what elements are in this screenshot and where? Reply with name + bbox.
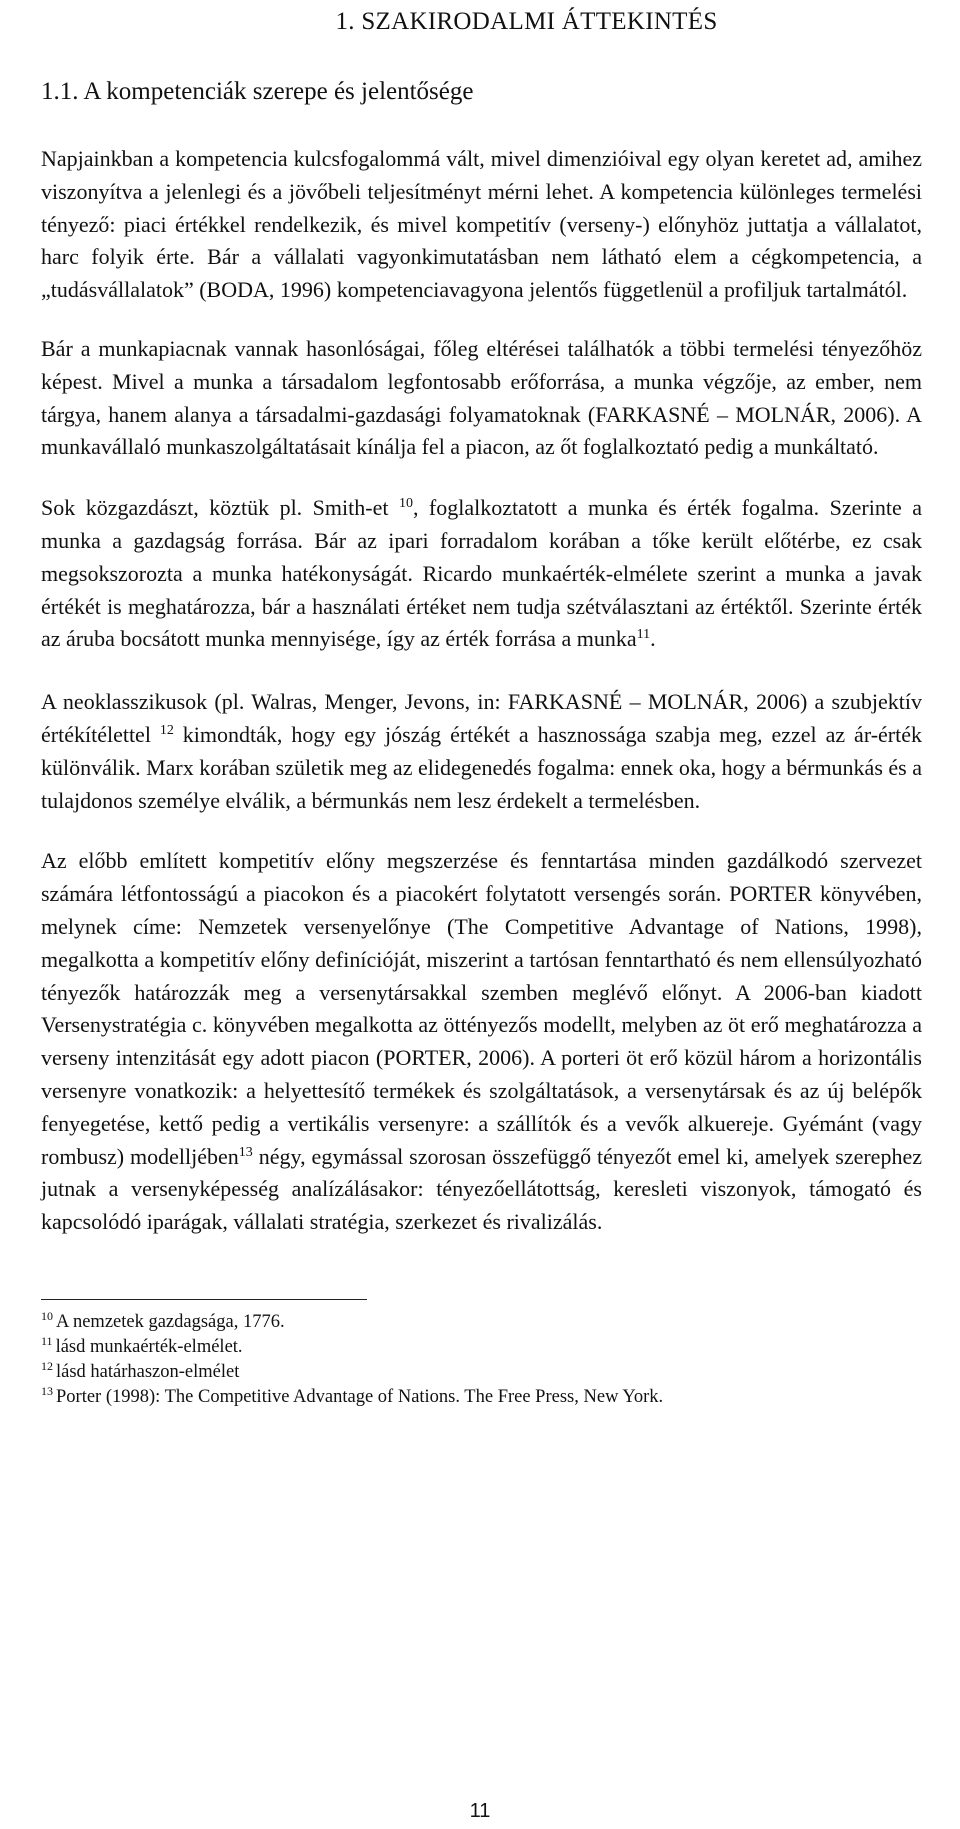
footnote-text: lásd határhaszon-elmélet [56, 1361, 240, 1382]
footnote-text: lásd munkaérték-elmélet. [55, 1336, 243, 1357]
section-title: 1.1. A kompetenciák szerepe és jelentősége [41, 78, 474, 105]
paragraph-5 [41, 845, 922, 1239]
footnote-text: Porter (1998): The Competitive Advantage of Nations. The Free Press, New York. [56, 1386, 664, 1407]
footnote-ref-12: 12 [159, 722, 174, 738]
paragraph-2: Bár a munkapiacnak vannak hasonlóságai, főleg eltérései találhatók a többi termelési tényezőhöz képest. Mivel a munka a társadalom legfontosabb erőforrása, a munka végzője, az ember, nem tárgya, hanem alanya a társadalmi-gazdasági folyamatoknak (FARKASNÉ – MOLNÁR, 2006). A munkavállaló munkaszolgáltatásait kínálja fel a piacon, az őt foglalkoztató pedig a munkáltató. [41, 335, 922, 460]
chapter-title: 1. SZAKIRODALMI ÁTTEKINTÉS [335, 8, 718, 35]
footnotes [41, 1310, 922, 1410]
page-number: 11 [469, 1800, 491, 1822]
paragraph-3-text-b: , foglalkoztatott a munka és érték fogalma. Szerinte a munka a gazdagság forrása. Bár az ipari forradalom korában a tőke került előtérbe, ez csak megsokszorozta a munka hatékonyságát. Ricardo munkaérték-elmélete szerint a munka a javak értékét is meghatározza, bár a használati értéket nem tudja szétválasztani az értéktől. Szerinte érték az áruba bocsátott munka mennyisége, így az érték forrása a munka [41, 495, 922, 652]
footnote-ref-13: 13 [238, 1144, 253, 1160]
paragraph-4-text-b: kimondták, hogy egy jószág értékét a hasznossága szabja meg, ezzel az ár-érték különválik. Marx korában születik meg az elidegenedés fogalma: ennek oka, hogy a bérmunkás és a tulajdonos személye elválik, a bérmunkás nem lesz érdekelt a termelésben. [41, 721, 922, 813]
footnote-number: 10 [41, 1308, 53, 1323]
footnote [41, 1335, 922, 1360]
footnote-text: A nemzetek gazdagsága, 1776. [56, 1311, 285, 1332]
paragraph-3-text-a: Sok közgazdászt, köztük pl. Smith-et [41, 495, 399, 521]
paragraph-1: Napjainkban a kompetencia kulcsfogalommá vált, mivel dimenzióival egy olyan keretet ad, amihez viszonyítva a jelenlegi és a jövőbeli teljesítményt mérni lehet. A kompetencia különleges termelési tényező: piaci értékkel rendelkezik, és mivel kompetitív (verseny-) előnyhöz juttatja a vállalatot, harc folyik érte. Bár a vállalati vagyonkimutatásban nem látható elem a cégkompetencia, a „tudásvállalatok” (BODA, 1996) kompetenciavagyona jelentős függetlenül a profiljuk tartalmától. [41, 146, 922, 303]
paragraph-5-text-b: négy, egymással szorosan összefüggő tényezőt emel ki, amelyek szerephez jutnak a versenyképesség analízálásakor: tényezőellátottság, keresleti viszonyok, támogató és kapcsolódó iparágak, vállalati stratégia, szerkezet és rivalizálás. [41, 1143, 922, 1235]
footnote [41, 1310, 922, 1335]
footnote-separator [41, 1299, 367, 1300]
footnote [41, 1385, 922, 1410]
paragraph-3 [41, 492, 922, 656]
footnote-number: 12 [41, 1358, 53, 1373]
footnote-ref-11: 11 [636, 627, 651, 643]
paragraph-4 [41, 686, 922, 817]
footnote-ref-10: 10 [398, 496, 413, 512]
paragraph-3-text-c: . [650, 626, 656, 652]
footnote-number: 13 [41, 1383, 53, 1398]
footnote [41, 1360, 922, 1385]
paragraph-5-text-a: Az előbb említett kompetitív előny megszerzése és fenntartása minden gazdálkodó szervezet számára létfontosságú a piacokon és a piacokért folytatott versengés során. PORTER könyvében, melynek címe: Nemzetek versenyelőnye (The Competitive Advantage of Nations, 1998), megalkotta a kompetitív előny definícióját, miszerint a tartósan fenntartható és nem ellensúlyozható tényezők határozzák meg a versenytársakkal szemben meglévő előnyt. A 2006-ban kiadott Versenystratégia c. könyvében megalkotta az öttényezős modellt, melyben az öt erő meghatározza a verseny intenzitását egy adott piacon (PORTER, 2006). A porteri öt erő közül három a horizontális versenyre vonatkozik: a helyettesítő termékek és szolgáltatások, a versenytársak és az új belépők fenyegetése, kettő pedig a vertikális versenyre: a szállítók és a vevők alkuereje. Gyémánt (vagy rombusz) modelljében [41, 848, 922, 1169]
paragraph-4-text-a: A neoklasszikusok (pl. Walras, Menger, Jevons, in: FARKASNÉ – MOLNÁR, 2006) a szubjektív értékítélettel [41, 689, 922, 747]
footnote-number: 11 [41, 1333, 53, 1348]
